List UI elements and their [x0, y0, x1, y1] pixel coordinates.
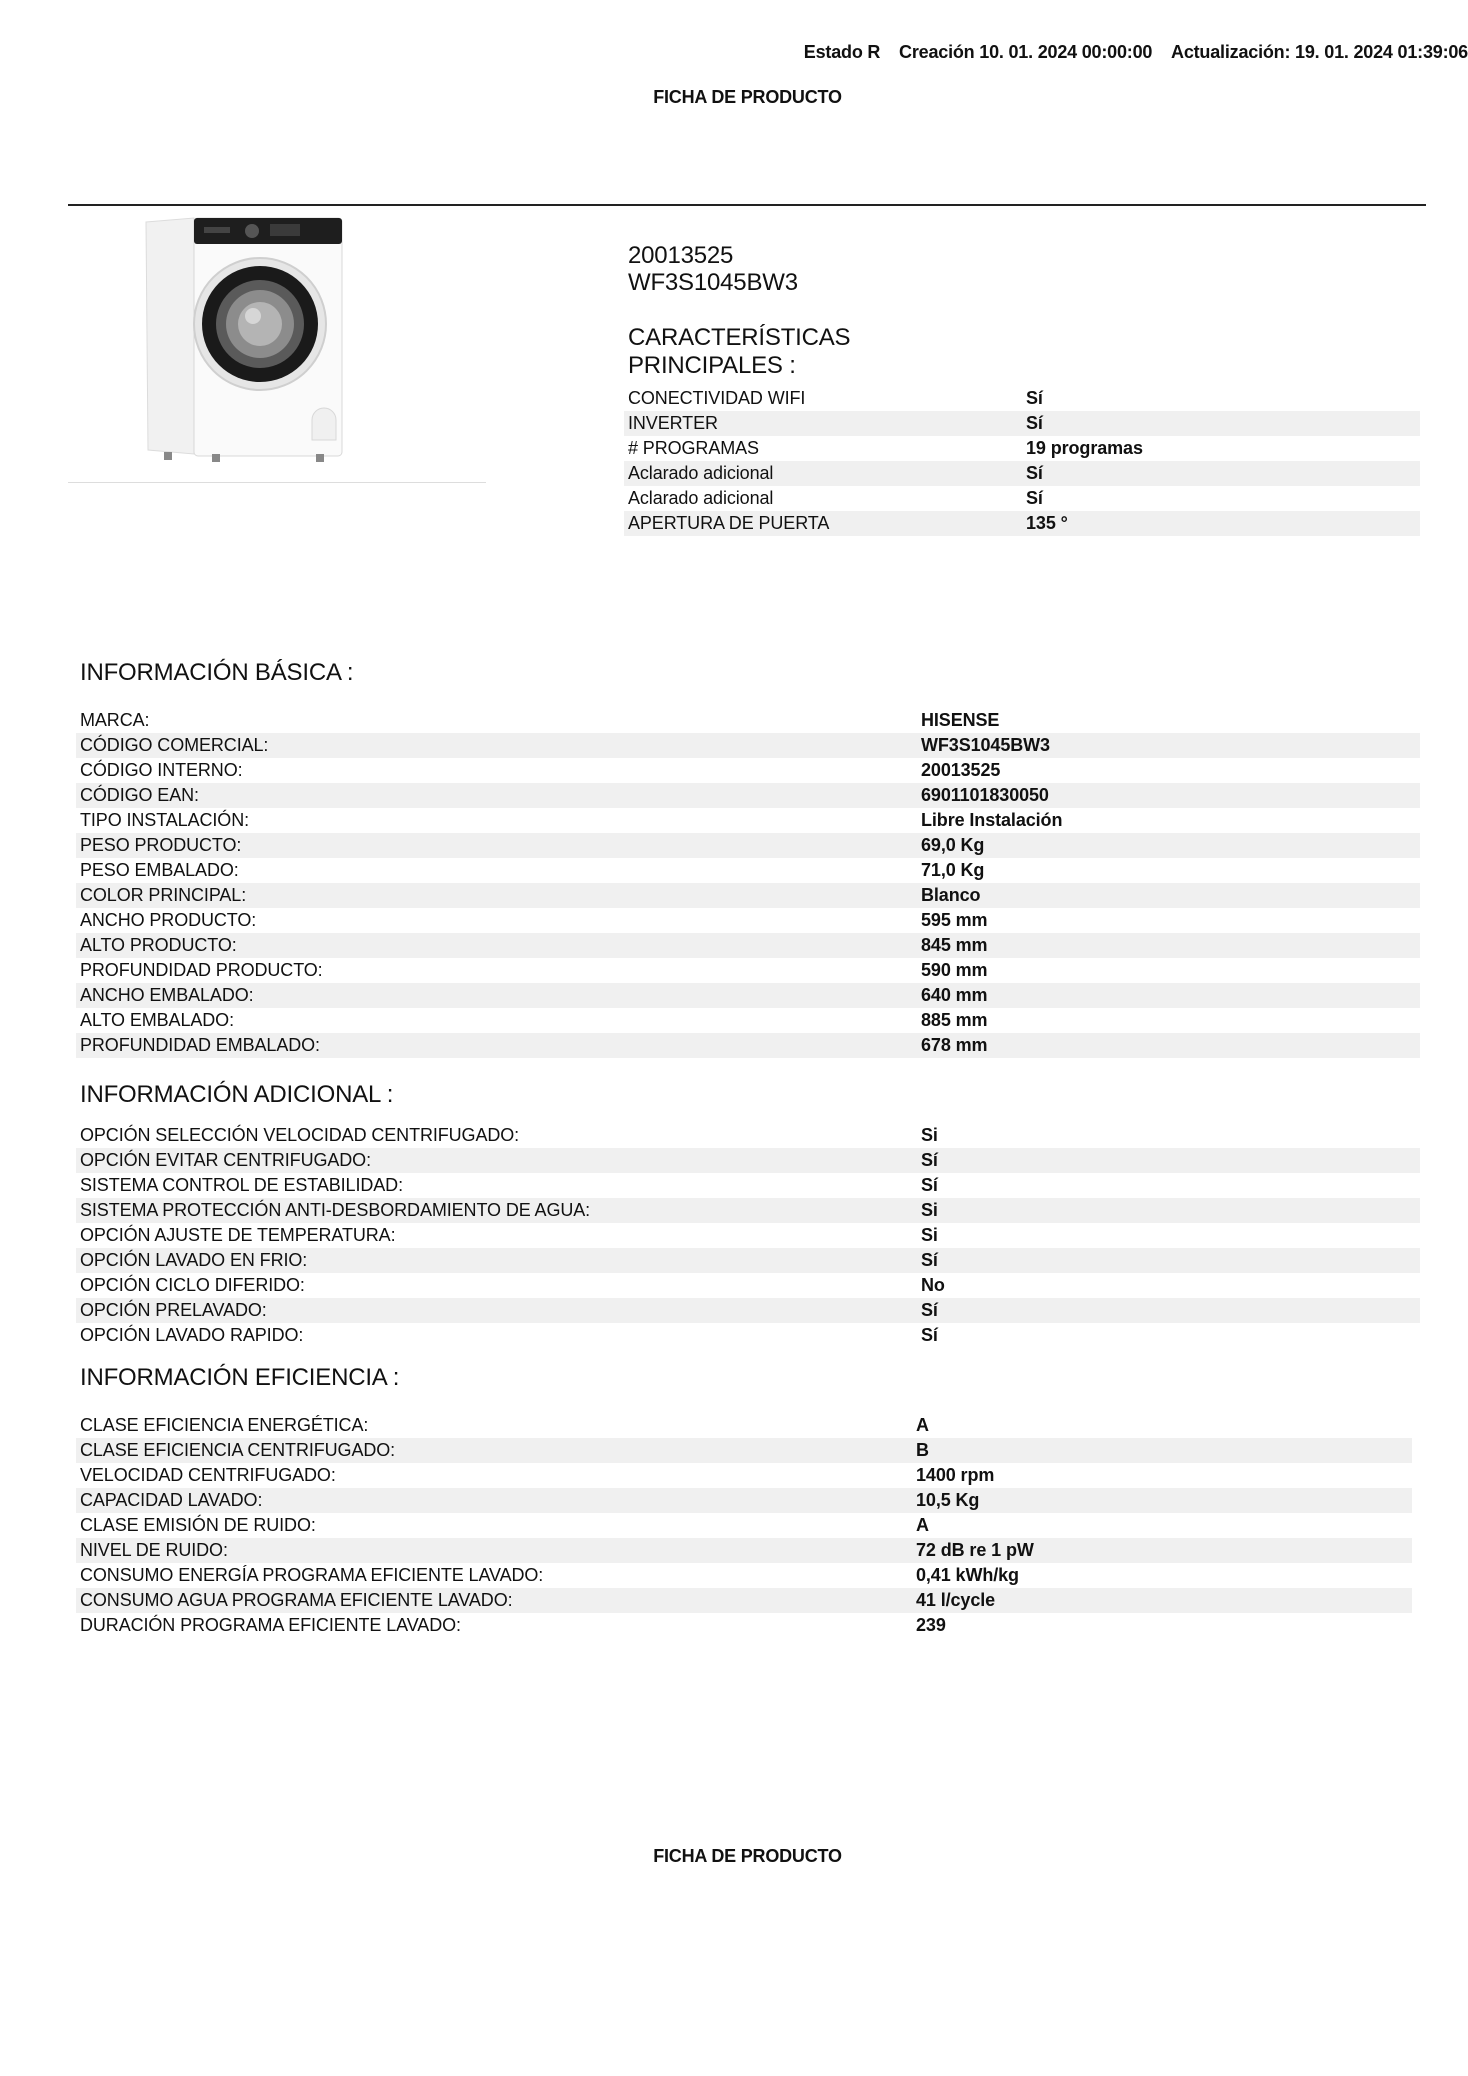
- update-date: Actualización: 19. 01. 2024 01:39:06: [1171, 42, 1468, 62]
- main-features-heading-line2: PRINCIPALES :: [628, 352, 796, 379]
- table-row: CONECTIVIDAD WIFI Sí: [628, 388, 1043, 408]
- table-row: ALTO PRODUCTO: 845 mm: [76, 933, 1420, 958]
- table-row: CLASE EFICIENCIA CENTRIFUGADO: B: [76, 1438, 1412, 1463]
- status-text: Estado R: [803, 42, 881, 62]
- table-row: CLASE EMISIÓN DE RUIDO: A: [80, 1515, 929, 1535]
- creation-date: Creación 10. 01. 2024 00:00:00: [899, 42, 1153, 62]
- main-features-heading: [628, 324, 850, 380]
- main-features-heading-line1: CARACTERÍSTICAS: [628, 324, 851, 351]
- efficiency-info-heading: INFORMACIÓN EFICIENCIA :: [80, 1364, 400, 1391]
- basic-info-heading: INFORMACIÓN BÁSICA :: [80, 659, 354, 686]
- product-internal-code: 20013525: [628, 242, 734, 269]
- table-row: CONSUMO ENERGÍA PROGRAMA EFICIENTE LAVADO: 0,41 kWh/kg: [80, 1565, 1019, 1585]
- table-row: OPCIÓN EVITAR CENTRIFUGADO: Sí: [76, 1148, 1420, 1173]
- table-row: INVERTER Sí: [624, 411, 1420, 436]
- table-row: OPCIÓN PRELAVADO: Sí: [76, 1298, 1420, 1323]
- efficiency-info-table: [76, 1413, 1412, 1638]
- table-row: CÓDIGO EAN: 6901101830050: [76, 783, 1420, 808]
- table-row: COLOR PRINCIPAL: Blanco: [76, 883, 1420, 908]
- header-divider: [68, 204, 1426, 206]
- table-row: ANCHO PRODUCTO: 595 mm: [80, 910, 988, 930]
- basic-info-table: [76, 708, 1420, 1058]
- table-row: CLASE EFICIENCIA ENERGÉTICA: A: [80, 1415, 929, 1435]
- table-row: NIVEL DE RUIDO: 72 dB re 1 pW: [76, 1538, 1412, 1563]
- table-row: OPCIÓN CICLO DIFERIDO: No: [80, 1275, 945, 1295]
- table-row: CÓDIGO INTERNO: 20013525: [80, 760, 1001, 780]
- table-row: MARCA: HISENSE: [80, 710, 1000, 730]
- table-row: ALTO EMBALADO: 885 mm: [80, 1010, 988, 1030]
- main-features-table: [624, 386, 1420, 536]
- table-row: PROFUNDIDAD EMBALADO: 678 mm: [76, 1033, 1420, 1058]
- table-row: PROFUNDIDAD PRODUCTO: 590 mm: [80, 960, 988, 980]
- table-row: CONSUMO AGUA PROGRAMA EFICIENTE LAVADO: 41 l/cycle: [76, 1588, 1412, 1613]
- table-row: OPCIÓN LAVADO RAPIDO: Sí: [80, 1325, 938, 1345]
- table-row: CAPACIDAD LAVADO: 10,5 Kg: [76, 1488, 1412, 1513]
- additional-info-heading: INFORMACIÓN ADICIONAL :: [80, 1081, 394, 1108]
- page-title: FICHA DE PRODUCTO: [653, 87, 842, 107]
- table-row: TIPO INSTALACIÓN: Libre Instalación: [80, 810, 1063, 830]
- table-row: PESO EMBALADO: 71,0 Kg: [80, 860, 985, 880]
- table-row: # PROGRAMAS 19 programas: [628, 438, 1143, 458]
- washing-machine-image-icon: [68, 214, 486, 482]
- table-row: SISTEMA PROTECCIÓN ANTI-DESBORDAMIENTO DE AGUA: Si: [76, 1198, 1420, 1223]
- product-model: WF3S1045BW3: [628, 269, 798, 296]
- table-row: Aclarado adicional Sí: [628, 488, 1043, 508]
- footer-title: FICHA DE PRODUCTO: [653, 1846, 842, 1866]
- table-row: ANCHO EMBALADO: 640 mm: [76, 983, 1420, 1008]
- table-row: VELOCIDAD CENTRIFUGADO: 1400 rpm: [80, 1465, 995, 1485]
- table-row: DURACIÓN PROGRAMA EFICIENTE LAVADO: 239: [80, 1615, 946, 1635]
- table-row: SISTEMA CONTROL DE ESTABILIDAD: Sí: [80, 1175, 938, 1195]
- table-row: PESO PRODUCTO: 69,0 Kg: [76, 833, 1420, 858]
- product-codes: [628, 242, 798, 296]
- table-row: OPCIÓN AJUSTE DE TEMPERATURA: Si: [80, 1225, 938, 1245]
- table-row: APERTURA DE PUERTA 135 °: [624, 511, 1420, 536]
- table-row: OPCIÓN LAVADO EN FRIO: Sí: [76, 1248, 1420, 1273]
- table-row: Aclarado adicional Sí: [624, 461, 1420, 486]
- table-row: OPCIÓN SELECCIÓN VELOCIDAD CENTRIFUGADO: Si: [80, 1125, 938, 1145]
- additional-info-table: [76, 1123, 1420, 1348]
- document-meta: [62, 42, 1468, 63]
- table-row: CÓDIGO COMERCIAL: WF3S1045BW3: [76, 733, 1420, 758]
- product-image: [68, 214, 486, 483]
